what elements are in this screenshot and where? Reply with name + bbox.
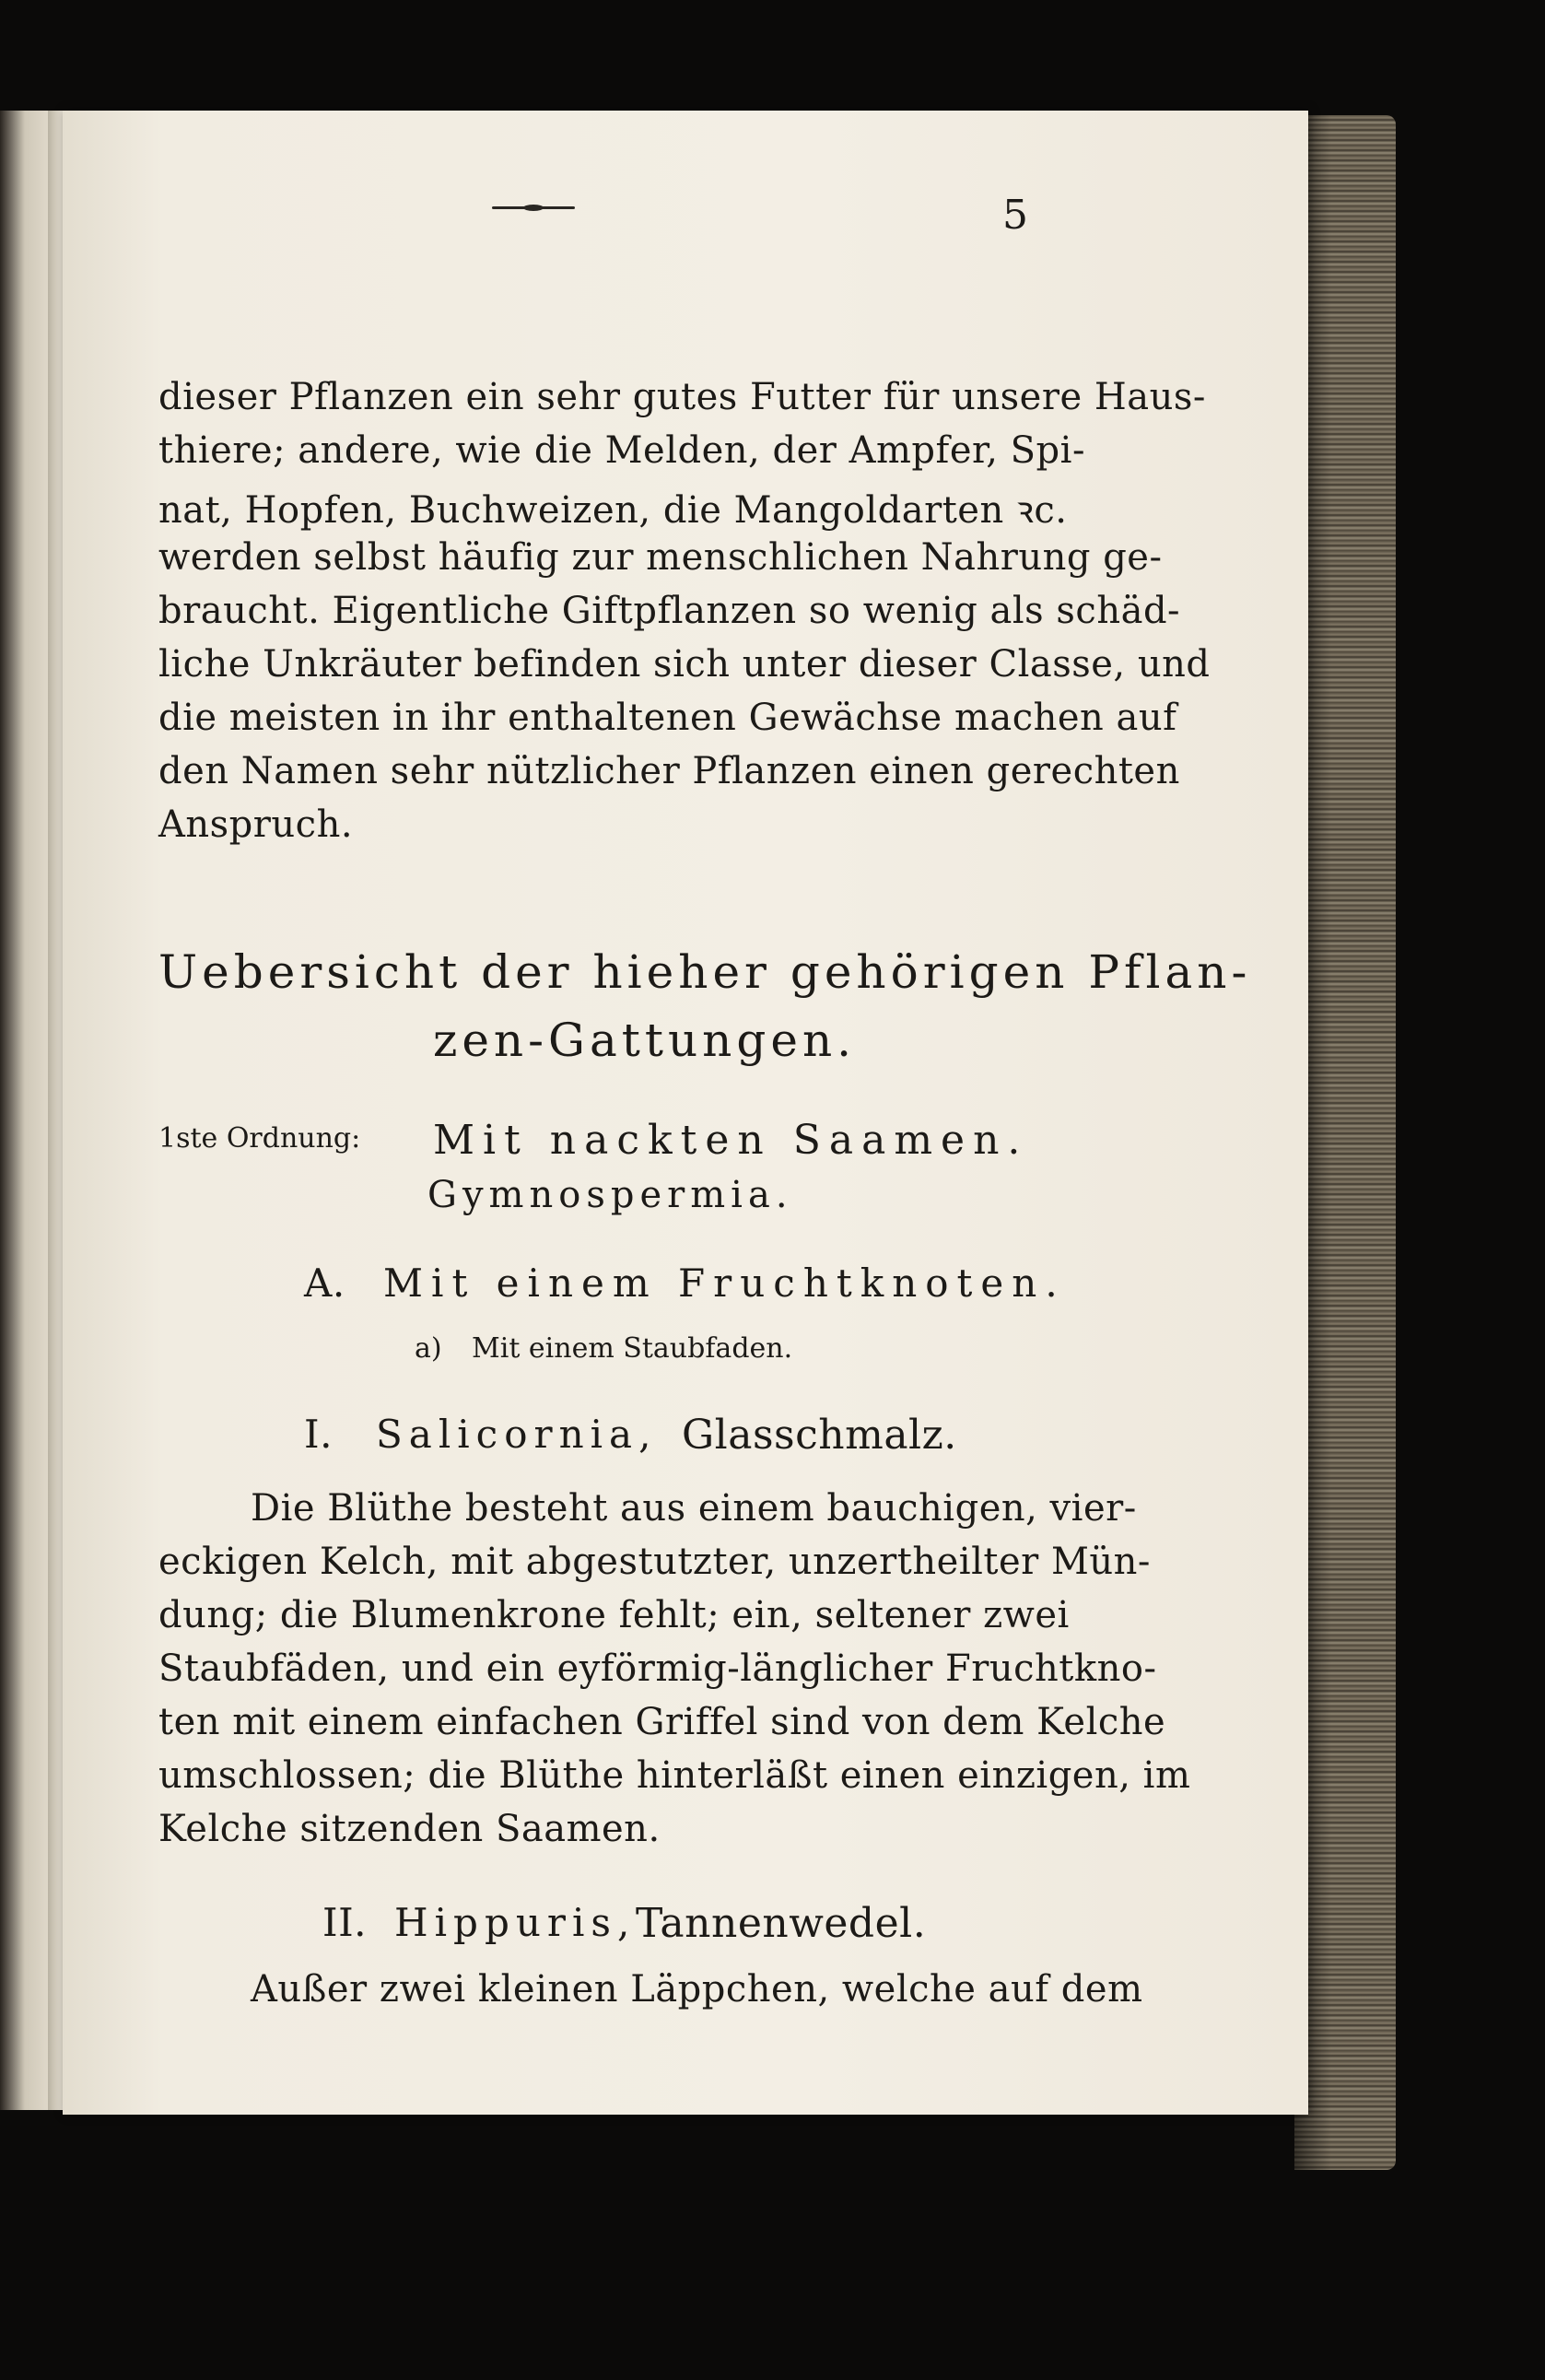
genus-2-line-1: Außer zwei kleinen Läppchen, welche auf dem <box>251 1968 1143 2011</box>
left-page-edge <box>0 111 55 2110</box>
page-number: 5 <box>1002 192 1028 239</box>
intro-line-8: den Namen sehr nützlicher Pflanzen einen gerechten <box>158 750 1180 792</box>
genus-1-line-3: dung; die Blumenkrone fehlt; ein, seltener zwei <box>158 1594 1070 1636</box>
genus-1-latin: Salicornia, <box>376 1412 658 1457</box>
intro-line-4: werden selbst häufig zur menschlichen Nahrung ge- <box>158 536 1163 579</box>
overview-heading-line-1: Uebersicht der hieher gehörigen Pflan- <box>158 945 1252 999</box>
intro-line-5: braucht. Eigentliche Giftpflanzen so wenig als schäd- <box>158 590 1181 632</box>
intro-line-1: dieser Pflanzen ein sehr gutes Futter für unsere Haus- <box>158 376 1206 418</box>
genus-1-line-5: ten mit einem einfachen Griffel sind von dem Kelche <box>158 1701 1166 1743</box>
section-a-label: A. <box>304 1260 345 1306</box>
genus-1-line-7: Kelche sitzenden Saamen. <box>158 1808 661 1850</box>
subsection-a-title: Mit einem Staubfaden. <box>472 1332 793 1365</box>
intro-line-3: nat, Hopfen, Buchweizen, die Mangoldarten ꝛc. <box>158 489 1068 532</box>
genus-1-line-1: Die Blüthe besteht aus einem bauchigen, vier- <box>251 1487 1137 1530</box>
genus-1-german: Glasschmalz. <box>682 1412 957 1459</box>
genus-1-line-4: Staubfäden, und ein eyförmig-länglicher Fruchtkno- <box>158 1647 1157 1690</box>
genus-1-numeral: I. <box>304 1412 333 1457</box>
subsection-a-label: a) <box>415 1332 442 1365</box>
genus-2-latin: Hippuris, <box>394 1900 637 1945</box>
order-title: Mit nackten Saamen. <box>433 1117 1029 1164</box>
intro-line-7: die meisten in ihr enthaltenen Gewächse machen auf <box>158 697 1177 739</box>
genus-2-german: Tannenwedel. <box>636 1900 927 1947</box>
genus-1-line-2: eckigen Kelch, mit abgestutzter, unzertheilter Mün- <box>158 1541 1151 1583</box>
genus-1-line-6: umschlossen; die Blüthe hinterläßt einen einzigen, im <box>158 1754 1191 1797</box>
section-a-title: Mit einem Fruchtknoten. <box>383 1260 1066 1306</box>
intro-line-2: thiere; andere, wie die Melden, der Ampfer, Spi- <box>158 429 1085 472</box>
order-label: 1ste Ordnung: <box>158 1122 361 1155</box>
order-latin: Gymnospermia. <box>427 1174 793 1216</box>
header-ornament-rule <box>492 205 575 210</box>
intro-line-9: Anspruch. <box>158 803 354 846</box>
overview-heading-line-2: zen-Gattungen. <box>433 1014 857 1067</box>
genus-2-numeral: II. <box>322 1900 368 1945</box>
intro-line-6: liche Unkräuter befinden sich unter dieser Classe, und <box>158 643 1211 686</box>
